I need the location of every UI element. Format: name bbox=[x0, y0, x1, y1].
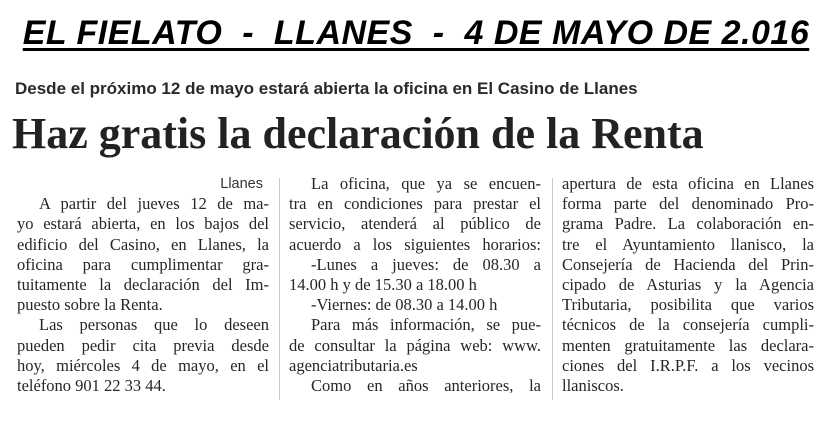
text-line: forma parte del denominado Pro- bbox=[562, 194, 814, 214]
text-line: Para más información, se pue- bbox=[311, 315, 541, 335]
column-divider bbox=[552, 178, 553, 400]
text-line: La oficina, que ya se encuen- bbox=[311, 174, 541, 193]
text-line: tra en condiciones para prestar el bbox=[289, 194, 541, 214]
text-line: Consejería de Hacienda del Prin- bbox=[562, 254, 814, 274]
article-column-1 bbox=[17, 174, 269, 396]
text-line: tuitamente la declaración del Im- bbox=[17, 275, 269, 295]
text-line: -Lunes a jueves: de 08.30 a bbox=[311, 254, 541, 274]
text-line: técnicos de la consejería cumpli- bbox=[562, 315, 814, 335]
text-line: edificio del Casino, en Llanes, la bbox=[17, 234, 269, 254]
text-line: -Viernes: de 08.30 a 14.00 h bbox=[311, 295, 498, 315]
text-line: apertura de esta oficina en Llanes bbox=[562, 174, 814, 193]
article-byline: Llanes bbox=[220, 176, 263, 192]
newspaper-banner-title: EL FIELATO - LLANES - 4 DE MAYO DE 2.016 bbox=[22, 14, 810, 52]
text-line: yo estará abierta, en los bajos del bbox=[17, 214, 269, 234]
text-line: de consultar la página web: www. bbox=[289, 335, 541, 355]
article-column-2 bbox=[289, 174, 541, 396]
text-line: 14.00 h y de 15.30 a 18.00 h bbox=[289, 275, 477, 295]
text-line: pueden pedir cita previa desde bbox=[17, 335, 269, 355]
text-line: A partir del jueves 12 de ma- bbox=[39, 194, 269, 214]
text-line: cipado de Asturias y la Agencia bbox=[562, 275, 814, 295]
text-line: Tributaria, posibilita que varios bbox=[562, 295, 814, 315]
text-line: menten gratuitamente las declara- bbox=[562, 335, 814, 355]
text-line: acuerdo a los siguientes horarios: bbox=[289, 234, 541, 254]
text-line: Las personas que lo deseen bbox=[39, 315, 269, 335]
text-line: llaniscos. bbox=[562, 376, 624, 396]
text-line: teléfono 901 22 33 44. bbox=[17, 376, 166, 396]
text-line: Como en años anteriores, la bbox=[311, 376, 541, 396]
text-line: puesto sobre la Renta. bbox=[17, 295, 163, 315]
article-column-3 bbox=[562, 174, 814, 396]
text-line: servicio, atenderá al público de bbox=[289, 214, 541, 234]
column-divider bbox=[279, 178, 280, 400]
text-line: tre el Ayuntamiento llanisco, la bbox=[562, 234, 814, 254]
text-line: hoy, miércoles 4 de mayo, en el bbox=[17, 355, 269, 375]
text-line: oficina para cumplimentar gra- bbox=[17, 254, 269, 274]
text-line: agenciatributaria.es bbox=[289, 355, 418, 375]
article-kicker: Desde el próximo 12 de mayo estará abierta la oficina en El Casino de Llanes bbox=[15, 79, 638, 98]
text-line: ciones del I.R.P.F. a los vecinos bbox=[562, 355, 814, 375]
text-line: grama Padre. La colaboración en- bbox=[562, 214, 814, 234]
article-headline: Haz gratis la declaración de la Renta bbox=[12, 109, 704, 158]
